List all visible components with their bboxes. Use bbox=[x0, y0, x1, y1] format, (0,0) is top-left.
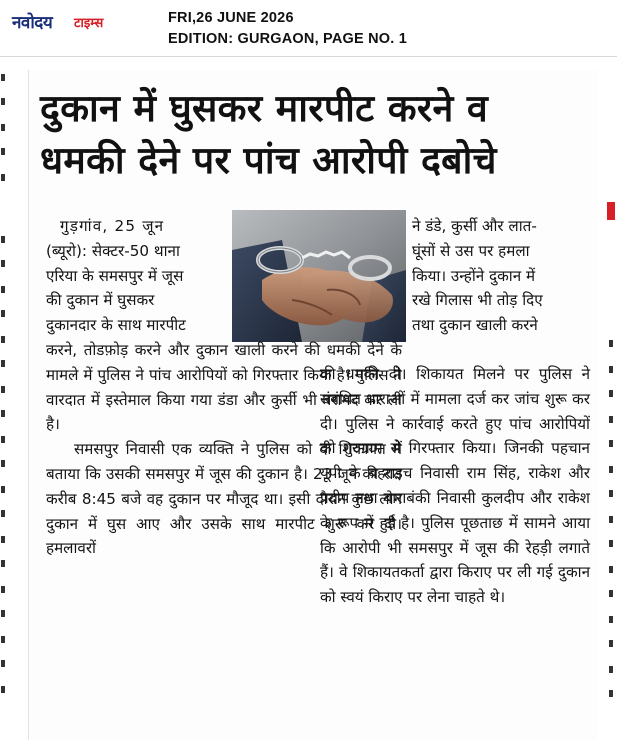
lead-column-top bbox=[46, 214, 232, 338]
adjacent-article-right-edge bbox=[603, 90, 617, 740]
headline-line-1: दुकान में घुसकर मारपीट करने व bbox=[40, 86, 489, 130]
article-headline bbox=[40, 82, 590, 186]
lead-line: (ब्यूरो): सेक्टर-50 थाना bbox=[46, 241, 180, 260]
handcuffs-photo bbox=[232, 210, 406, 342]
body-line: रखे गिलास भी तोड़ दिए bbox=[412, 291, 543, 310]
paragraph-1-continued: करने, तोडफ़ोड़ करने और दुकान खाली करने की धमकी देने के मामले में पुलिस ने पांच आरोपियों को गिरफ्तार किया है। पुलिस ने वारदात में इस्तेमाल किया गया डंडा और कुर्सी भी बरामद कर ली है। bbox=[46, 341, 402, 434]
headline-line-2: धमकी देने पर पांच आरोपी दबोचे bbox=[40, 138, 497, 182]
paragraph-3: की धमकी दी। शिकायत मिलने पर पुलिस ने संबंधित धाराओं में मामला दर्ज कर जांच शुरू कर दी। पुलिस ने कार्रवाई करते हुए पांच आरोपियों को गुरुग्राम से गिरफ्तार किया। जिनकी पहचान यूपी के बहराइच निवासी राम सिंह, राकेश और प्रदीप तथा बाराबंकी निवासी कुलदीप और राकेश के रूप में हुई है। पुलिस पूछताछ में सामने आया कि आरोपी भी समसपुर में जूस की रेहड़ी लगाते हैं। वे शिकायतकर्ता द्वारा किराए पर ली गई दुकान को स्वयं किराए पर लेना चाहते थे। bbox=[320, 365, 590, 607]
right-column-top bbox=[412, 214, 590, 338]
lead-line: एरिया के समसपुर में जूस bbox=[46, 266, 184, 285]
date-line: FRI,26 JUNE 2026 bbox=[168, 10, 294, 26]
body-line: ने डंडे, कुर्सी और लात- bbox=[412, 217, 537, 235]
lead-line: की दुकान में घुसकर bbox=[46, 291, 155, 310]
lead-line: दुकानदार के साथ मारपीट bbox=[46, 316, 186, 335]
masthead bbox=[0, 0, 617, 57]
handcuffs-image bbox=[232, 210, 406, 342]
newspaper-logo[interactable] bbox=[12, 10, 138, 34]
body-column-right bbox=[320, 362, 590, 610]
adjacent-article-left-edge bbox=[0, 60, 12, 740]
body-line: किया। उन्होंने दुकान में bbox=[412, 266, 536, 285]
dateline: गुड़गांव, 25 जून bbox=[60, 217, 165, 235]
edition-info bbox=[168, 8, 407, 50]
paragraph-2: समसपुर निवासी एक व्यक्ति ने पुलिस को दी शिकायत में बताया कि उसकी समसपुर में जूस की दुकान है। 23 जून की रात करीब 8:45 बजे वह दुकान पर मौजूद था। इसी दौरान कुछ लोग दुकान में घुस आए और उसके साथ मारपीट शुरू कर दी। हमलावरों bbox=[46, 440, 402, 558]
logo-main-text: नवोदय bbox=[12, 13, 53, 33]
logo-sub-text: टाइम्स bbox=[74, 16, 104, 31]
body-line: तथा दुकान खाली करने bbox=[412, 316, 538, 335]
body-line: घूंसों से उस पर हमला bbox=[412, 241, 530, 260]
edition-line: EDITION: GURGAON, PAGE NO. 1 bbox=[168, 31, 407, 47]
adjacent-red-mark bbox=[607, 202, 615, 220]
